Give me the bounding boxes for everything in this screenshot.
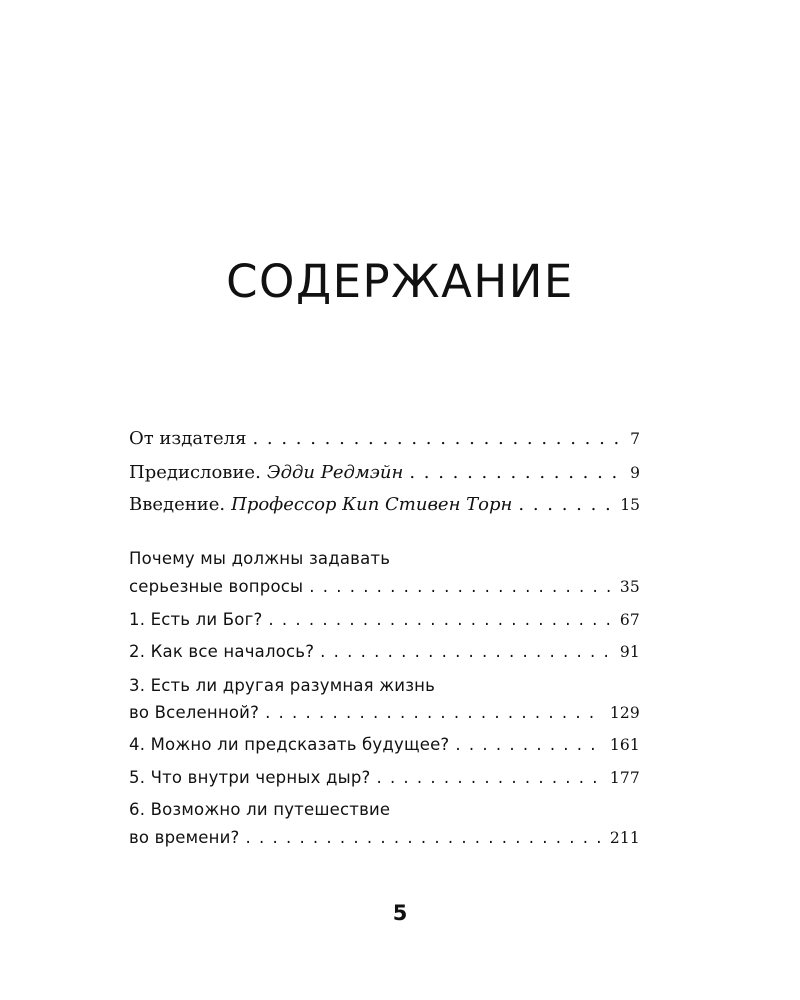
toc-entry-title: Введение. bbox=[129, 494, 226, 515]
toc-entry-author: Профессор Кип Стивен Торн bbox=[231, 494, 513, 515]
dot-leader bbox=[252, 426, 624, 452]
toc-entry-foreword bbox=[129, 460, 640, 486]
toc-entry-page: 35 bbox=[619, 578, 640, 596]
dot-leader bbox=[376, 765, 603, 791]
toc-entry-page: 7 bbox=[630, 430, 640, 448]
toc-entry-title: 5. Что внутри черных дыр? bbox=[129, 768, 371, 787]
toc-chapter-1 bbox=[129, 607, 640, 633]
toc-chapter-3 bbox=[129, 700, 640, 726]
toc-entry-introduction bbox=[129, 492, 640, 518]
dot-leader bbox=[265, 700, 604, 726]
dot-leader bbox=[268, 607, 613, 633]
dot-leader bbox=[455, 732, 603, 758]
dot-leader bbox=[409, 460, 624, 486]
toc-entry-page: 177 bbox=[609, 769, 640, 787]
toc-chapter-0-line1: Почему мы должны задавать bbox=[129, 549, 391, 568]
dot-leader bbox=[245, 825, 603, 851]
toc-entry-author: Эдди Редмэйн bbox=[266, 462, 404, 483]
toc-entry-title: От издателя bbox=[129, 428, 247, 449]
toc-chapter-3-line1: 3. Есть ли другая разумная жизнь bbox=[129, 676, 436, 695]
toc-entry-page: 161 bbox=[609, 736, 640, 754]
toc-entry-page: 129 bbox=[609, 704, 640, 722]
toc-entry-page: 15 bbox=[620, 496, 640, 514]
toc-entry-title: 4. Можно ли предсказать будущее? bbox=[129, 735, 450, 754]
toc-entry-title: 1. Есть ли Бог? bbox=[129, 610, 263, 629]
dot-leader bbox=[518, 492, 614, 518]
toc-entry-publisher bbox=[129, 426, 640, 452]
toc-chapter-4 bbox=[129, 732, 640, 758]
dot-leader bbox=[309, 574, 614, 600]
toc-entry-title: во Вселенной? bbox=[129, 703, 260, 722]
toc-entry-title: во времени? bbox=[129, 828, 240, 847]
toc-entry-title: 2. Как все началось? bbox=[129, 642, 315, 661]
toc-chapter-6 bbox=[129, 825, 640, 851]
toc-chapter-2 bbox=[129, 639, 640, 665]
toc-entry-page: 9 bbox=[630, 464, 640, 482]
page-number: 5 bbox=[392, 901, 408, 925]
toc-entry-title: Предисловие. bbox=[129, 462, 261, 483]
toc-entry-page: 91 bbox=[619, 643, 640, 661]
toc-chapter-5 bbox=[129, 765, 640, 791]
toc-entry-page: 67 bbox=[619, 611, 640, 629]
toc-chapter-6-line1: 6. Возможно ли путешествие bbox=[129, 800, 391, 819]
page-title: СОДЕРЖАНИЕ bbox=[226, 255, 574, 308]
toc-entry-title: серьезные вопросы bbox=[129, 577, 304, 596]
dot-leader bbox=[320, 639, 614, 665]
toc-chapter-0 bbox=[129, 574, 640, 600]
toc-entry-page: 211 bbox=[609, 829, 640, 847]
